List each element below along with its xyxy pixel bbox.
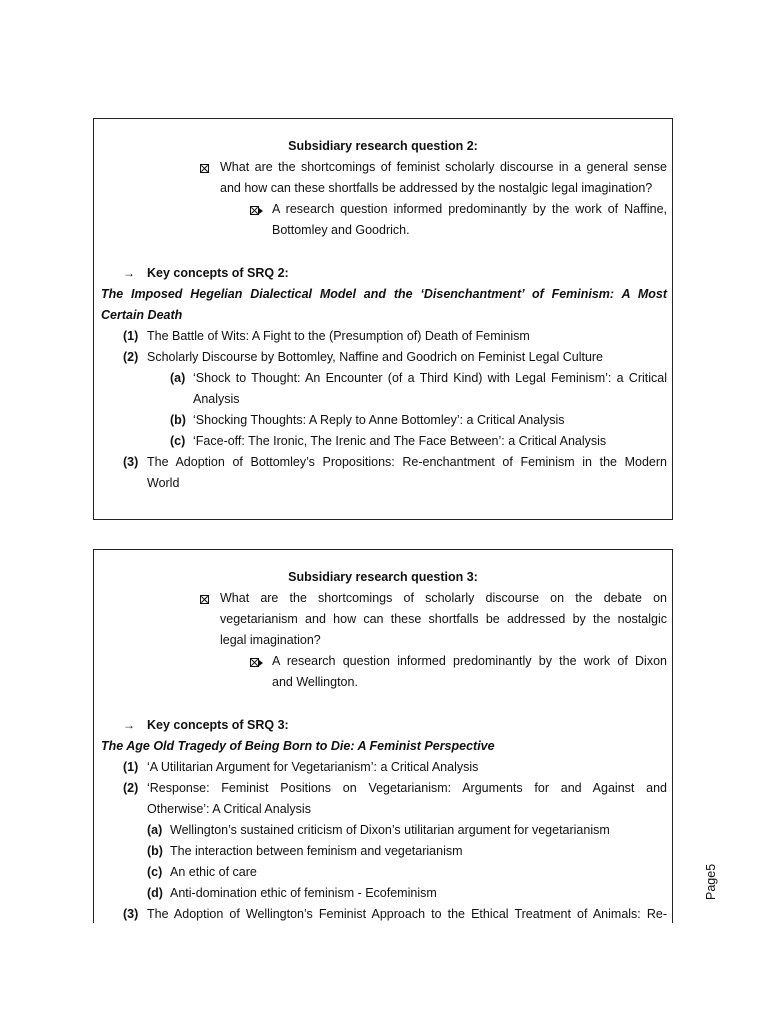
srq3-item-2-line1: ‘Response: Feminist Positions on Vegetarianism: Arguments for and Against and (147, 781, 667, 795)
item-number: (2) (123, 781, 139, 795)
item-number: (3) (123, 907, 139, 921)
srq2-title-line1: The Imposed Hegelian Dialectical Model and the ‘Disenchantment’ of Feminism: A Most (101, 287, 667, 301)
checkbox-cross-icon (200, 595, 209, 604)
srq2-informed-line2: Bottomley and Goodrich. (272, 223, 410, 237)
srq2-subitem-a-line1: ‘Shock to Thought: An Encounter (of a Third Kind) with Legal Feminism’: a Critical (193, 371, 667, 385)
srq3-box (93, 549, 673, 923)
srq3-question-line1: What are the shortcomings of scholarly discourse on the debate on (220, 591, 667, 605)
arrow-checkbox-icon (250, 658, 259, 667)
srq2-item-2: Scholarly Discourse by Bottomley, Naffine and Goodrich on Feminist Legal Culture (147, 350, 604, 364)
srq2-item-3-line1: The Adoption of Bottomley’s Propositions: Re-enchantment of Feminism in the Modern (147, 455, 667, 469)
srq2-question-line2: and how can these shortfalls be addressed by the nostalgic legal imagination? (220, 181, 653, 195)
srq3-question-line2: vegetarianism and how can these shortfalls be addressed by the nostalgic (220, 612, 667, 626)
srq3-key-concepts: Key concepts of SRQ 3: (147, 718, 289, 732)
arrow-checkbox-icon (250, 206, 259, 215)
checkbox-cross-icon (200, 164, 209, 173)
page-number: Page5 (704, 863, 718, 900)
srq2-question-line1: What are the shortcomings of feminist scholarly discourse in a general sense (220, 160, 667, 174)
srq3-subitem-a: Wellington’s sustained criticism of Dixon’s utilitarian argument for vegetarianism (170, 823, 610, 837)
srq2-item-3-line2: World (147, 476, 180, 490)
srq2-subitem-b: ‘Shocking Thoughts: A Reply to Anne Bottomley’: a Critical Analysis (193, 413, 565, 427)
srq2-informed-line1: A research question informed predominantly by the work of Naffine, (272, 202, 667, 216)
item-number: (3) (123, 455, 139, 469)
srq2-subitem-a-line2: Analysis (193, 392, 240, 406)
srq2-item-1: The Battle of Wits: A Fight to the (Presumption of) Death of Feminism (147, 329, 530, 343)
subitem-letter: (b) (170, 413, 186, 427)
subitem-letter: (d) (147, 886, 163, 900)
right-arrow-icon: → (123, 718, 135, 732)
srq2-title-line2: Certain Death (101, 308, 183, 322)
srq3-item-1: ‘A Utilitarian Argument for Vegetarianism’: a Critical Analysis (147, 760, 479, 774)
srq3-subitem-c: An ethic of care (170, 865, 257, 879)
subitem-letter: (c) (170, 434, 186, 448)
item-number: (2) (123, 350, 139, 364)
srq3-subitem-d: Anti-domination ethic of feminism - Ecofeminism (170, 886, 437, 900)
srq3-question-line3: legal imagination? (220, 633, 321, 647)
subitem-letter: (a) (147, 823, 163, 837)
item-number: (1) (123, 760, 139, 774)
subitem-letter: (b) (147, 844, 163, 858)
srq3-subitem-b: The interaction between feminism and vegetarianism (170, 844, 463, 858)
subitem-letter: (a) (170, 371, 186, 385)
srq3-informed-line2: and Wellington. (272, 675, 358, 689)
srq3-item-3: The Adoption of Wellington’s Feminist Approach to the Ethical Treatment of Animals: Re- (147, 907, 667, 921)
srq2-heading: Subsidiary research question 2: (288, 139, 478, 153)
srq3-item-2-line2: Otherwise’: A Critical Analysis (147, 802, 311, 816)
srq2-subitem-c: ‘Face-off: The Ironic, The Irenic and The Face Between’: a Critical Analysis (193, 434, 607, 448)
srq3-informed-line1: A research question informed predominantly by the work of Dixon (272, 654, 667, 668)
right-arrow-icon: → (123, 266, 135, 280)
subitem-letter: (c) (147, 865, 163, 879)
srq2-box (93, 118, 673, 520)
item-number: (1) (123, 329, 139, 343)
srq3-title: The Age Old Tragedy of Being Born to Die: A Feminist Perspective (101, 739, 495, 753)
srq3-heading: Subsidiary research question 3: (288, 570, 478, 584)
srq2-key-concepts: Key concepts of SRQ 2: (147, 266, 289, 280)
